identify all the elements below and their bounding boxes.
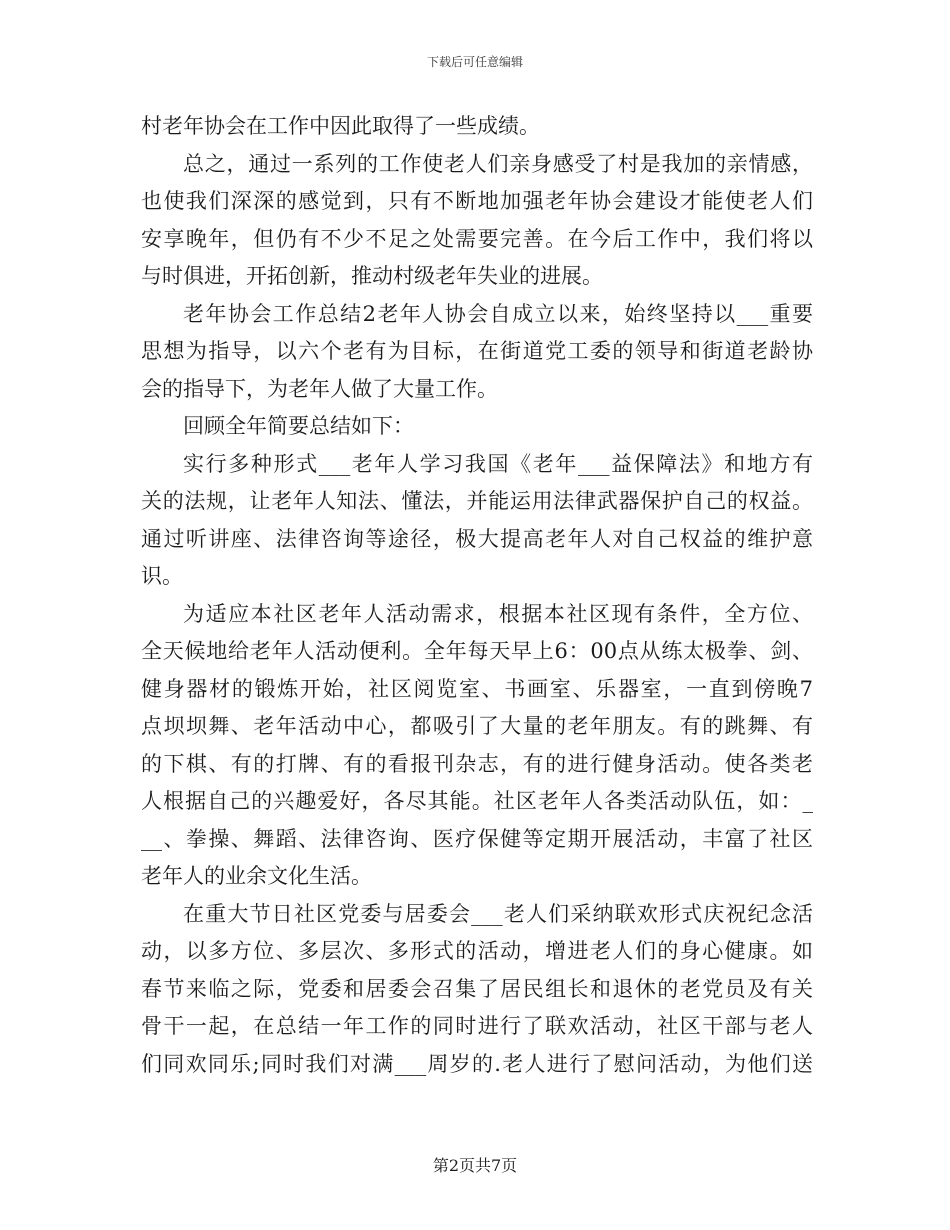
text-line: 村老年协会在工作中因此取得了一些成绩。 bbox=[141, 114, 540, 138]
text-line: 也使我们深深的感觉到，只有不断地加强老年协会建设才能使老人们 bbox=[141, 189, 813, 213]
text-line: 们同欢同乐;同时我们对满___周岁的.老人进行了慰问活动，为他们送 bbox=[141, 1051, 813, 1076]
page-header-note: 下载后可任意编辑 bbox=[426, 55, 523, 69]
text-line: 回顾全年简要总结如下： bbox=[183, 414, 414, 438]
text-line: 安享晚年，但仍有不少不足之处需要完善。在今后工作中，我们将以 bbox=[141, 226, 813, 251]
text-line: 春节来临之际，党委和居委会召集了居民组长和退休的老党员及有关 bbox=[141, 976, 813, 1001]
document-body bbox=[141, 108, 813, 1083]
text-line: 实行多种形式___老年人学习我国《老年___益保障法》和地方有 bbox=[183, 451, 813, 476]
text-line: 骨干一起，在总结一年工作的同时进行了联欢活动，社区干部与老人 bbox=[141, 1014, 813, 1038]
text-line: 为适应本社区老年人活动需求，根据本社区现有条件，全方位、 bbox=[183, 601, 813, 626]
text-line: 人根据自己的兴趣爱好，各尽其能。社区老年人各类活动队伍，如：_ bbox=[141, 789, 813, 813]
text-line: 老年协会工作总结2老年人协会自成立以来，始终坚持以___重要 bbox=[183, 301, 813, 326]
text-line: 在重大节日社区党委与居委会___老人们采纳联欢形式庆祝纪念活 bbox=[183, 901, 813, 926]
text-line: 的下棋、有的打牌、有的看报刊杂志，有的进行健身活动。使各类老 bbox=[141, 751, 813, 776]
text-line: 点坝坝舞、老年活动中心，都吸引了大量的老年朋友。有的跳舞、有 bbox=[141, 714, 813, 738]
text-line: 老年人的业余文化生活。 bbox=[141, 864, 372, 888]
text-line: 思想为指导，以六个老有为目标，在街道党工委的领导和街道老龄协 bbox=[141, 339, 813, 363]
text-line: __、拳操、舞蹈、法律咨询、医疗保健等定期开展活动，丰富了社区 bbox=[141, 826, 813, 851]
text-line: 与时俱进，开拓创新，推动村级老年失业的进展。 bbox=[141, 264, 603, 288]
text-line: 关的法规，让老年人知法、懂法，并能运用法律武器保护自己的权益。 bbox=[141, 489, 813, 513]
text-line: 会的指导下，为老年人做了大量工作。 bbox=[141, 376, 498, 401]
text-line: 全天候地给老年人活动便利。全年每天早上6：00点从练太极拳、剑、 bbox=[141, 639, 813, 663]
text-line: 动，以多方位、多层次、多形式的活动，增进老人们的身心健康。如 bbox=[141, 939, 813, 963]
text-line: 总之，通过一系列的工作使老人们亲身感受了村是我加的亲情感， bbox=[183, 151, 813, 176]
text-line: 健身器材的锻炼开始，社区阅览室、书画室、乐器室，一直到傍晚7 bbox=[141, 676, 813, 701]
text-line: 识。 bbox=[141, 564, 183, 588]
text-line: 通过听讲座、法律咨询等途径，极大提高老年人对自己权益的维护意 bbox=[141, 526, 813, 551]
page-number: 第2页共7页 bbox=[432, 1156, 518, 1175]
